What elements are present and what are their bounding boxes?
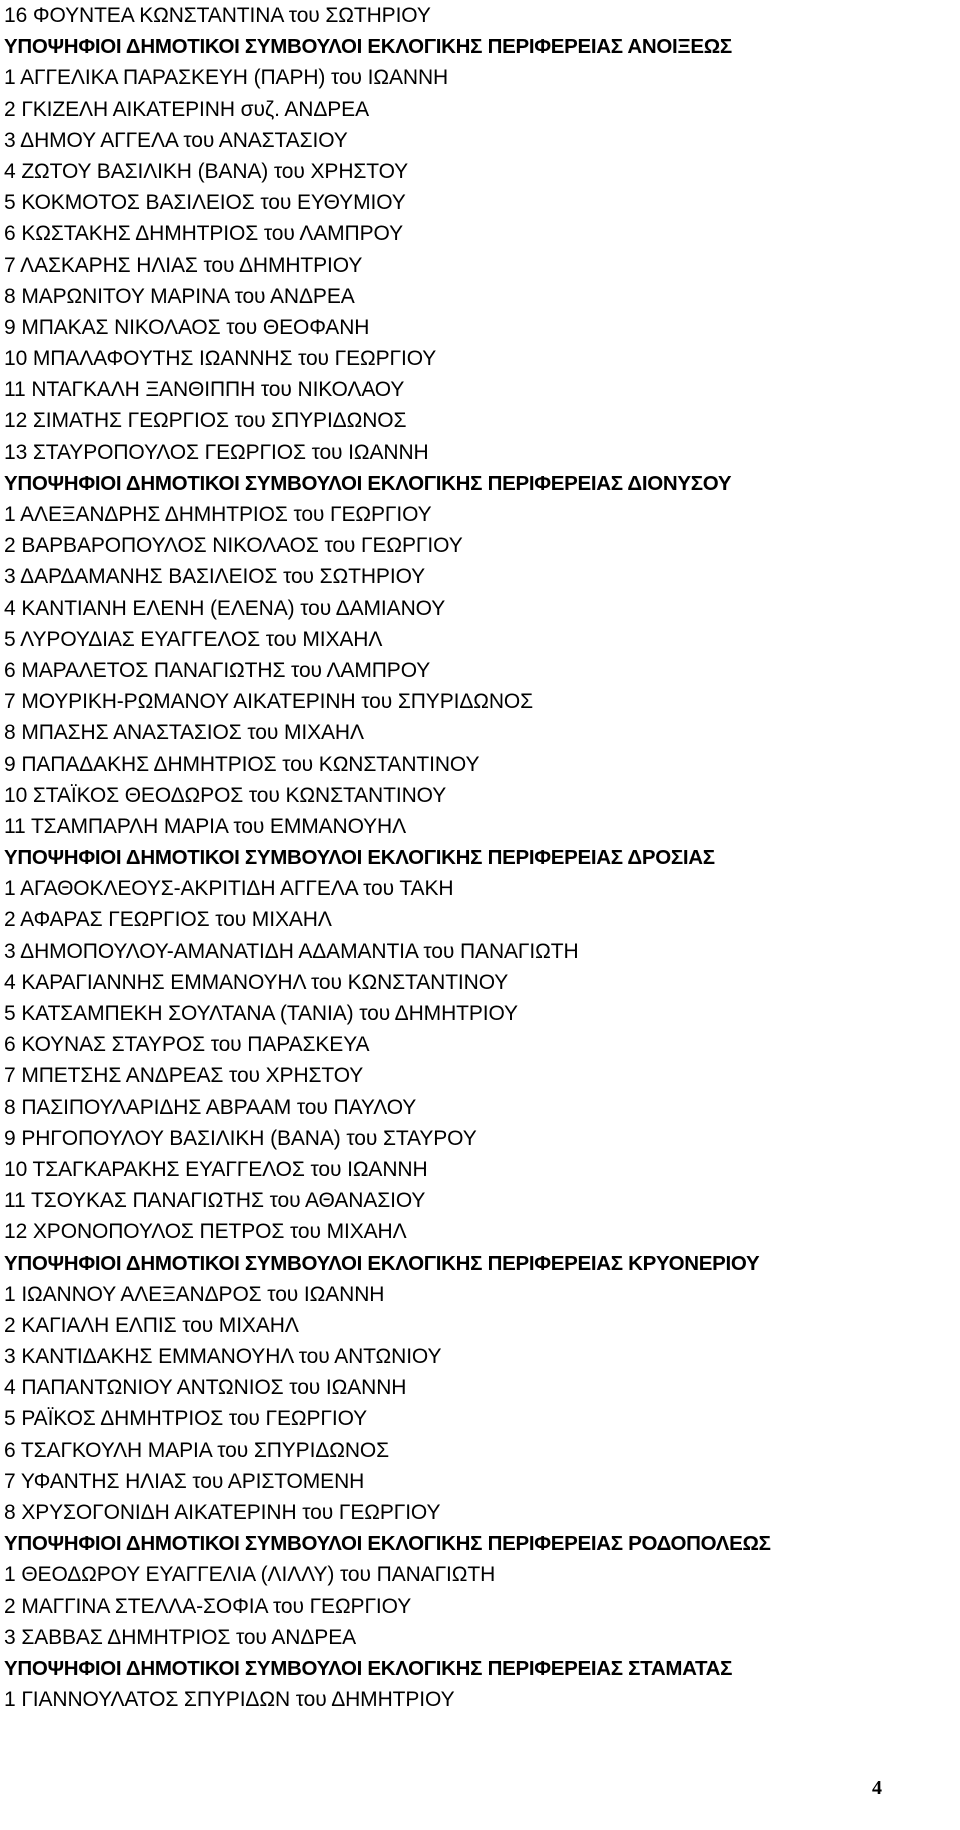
candidate-entry: 7 ΛΑΣΚΑΡΗΣ ΗΛΙΑΣ του ΔΗΜΗΤΡΙΟΥ — [4, 253, 363, 277]
candidate-entry: 2 ΒΑΡΒΑΡΟΠΟΥΛΟΣ ΝΙΚΟΛΑΟΣ του ΓΕΩΡΓΙΟΥ — [4, 534, 463, 558]
candidate-entry: 9 ΡΗΓΟΠΟΥΛΟΥ ΒΑΣΙΛΙΚΗ (ΒΑΝΑ) του ΣΤΑΥΡΟΥ — [4, 1126, 477, 1150]
candidate-entry: 7 ΥΦΑΝΤΗΣ ΗΛΙΑΣ του ΑΡΙΣΤΟΜΕΝΗ — [4, 1469, 365, 1493]
candidate-entry: 7 ΜΟΥΡΙΚΗ-ΡΩΜΑΝΟΥ ΑΙΚΑΤΕΡΙΝΗ του ΣΠΥΡΙΔΩΝΟΣ — [4, 690, 534, 714]
section-heading: ΥΠΟΨΗΦΙΟΙ ΔΗΜΟΤΙΚΟΙ ΣΥΜΒΟΥΛΟΙ ΕΚΛΟΓΙΚΗΣ ΠΕΡΙΦΕΡΕΙΑΣ ΚΡΥΟΝΕΡΙΟΥ — [4, 1251, 760, 1275]
candidate-entry: 12 ΧΡΟΝΟΠΟΥΛΟΣ ΠΕΤΡΟΣ του ΜΙΧΑΗΛ — [4, 1220, 407, 1244]
candidate-entry: 8 ΠΑΣΙΠΟΥΛΑΡΙΔΗΣ ΑΒΡΑΑΜ του ΠΑΥΛΟΥ — [4, 1095, 417, 1119]
candidate-entry: 6 ΚΩΣΤΑΚΗΣ ΔΗΜΗΤΡΙΟΣ του ΛΑΜΠΡΟΥ — [4, 222, 403, 246]
candidate-entry: 4 ΖΩΤΟΥ ΒΑΣΙΛΙΚΗ (ΒΑΝΑ) του ΧΡΗΣΤΟΥ — [4, 159, 409, 183]
candidate-entry: 10 ΜΠΑΛΑΦΟΥΤΗΣ ΙΩΑΝΝΗΣ του ΓΕΩΡΓΙΟΥ — [4, 347, 437, 371]
candidate-entry: 10 ΣΤΑΪΚΟΣ ΘΕΟΔΩΡΟΣ του ΚΩΝΣΤΑΝΤΙΝΟΥ — [4, 783, 447, 807]
candidate-entry: 8 ΜΑΡΩΝΙΤΟΥ ΜΑΡΙΝΑ του ΑΝΔΡΕΑ — [4, 284, 355, 308]
candidate-entry: 5 ΡΑΪΚΟΣ ΔΗΜΗΤΡΙΟΣ του ΓΕΩΡΓΙΟΥ — [4, 1407, 368, 1431]
candidate-entry: 3 ΔΗΜΟΥ ΑΓΓΕΛΑ του ΑΝΑΣΤΑΣΙΟΥ — [4, 128, 348, 152]
candidate-entry: 6 ΜΑΡΑΛΕΤΟΣ ΠΑΝΑΓΙΩΤΗΣ του ΛΑΜΠΡΟΥ — [4, 658, 431, 682]
candidate-entry: 1 ΑΛΕΞΑΝΔΡΗΣ ΔΗΜΗΤΡΙΟΣ του ΓΕΩΡΓΙΟΥ — [4, 503, 432, 526]
candidate-entry: 11 ΝΤΑΓΚΑΛΗ ΞΑΝΘΙΠΠΗ του ΝΙΚΟΛΑΟΥ — [4, 378, 405, 402]
candidate-entry: 1 ΓΙΑΝΝΟΥΛΑΤΟΣ ΣΠΥΡΙΔΩΝ του ΔΗΜΗΤΡΙΟΥ — [4, 1688, 455, 1712]
candidate-entry: 2 ΚΑΓΙΑΛΗ ΕΛΠΙΣ του ΜΙΧΑΗΛ — [4, 1313, 299, 1337]
candidate-entry: 2 ΓΚΙΖΕΛΗ ΑΙΚΑΤΕΡΙΝΗ συζ. ΑΝΔΡΕΑ — [4, 97, 369, 121]
candidate-entry: 2 ΑΦΑΡΑΣ ΓΕΩΡΓΙΟΣ του ΜΙΧΑΗΛ — [4, 908, 332, 932]
candidate-entry: 3 ΚΑΝΤΙΔΑΚΗΣ ΕΜΜΑΝΟΥΗΛ του ΑΝΤΩΝΙΟΥ — [4, 1345, 442, 1369]
candidate-entry: 1 ΙΩΑΝΝΟΥ ΑΛΕΞΑΝΔΡΟΣ του ΙΩΑΝΝΗ — [4, 1282, 385, 1306]
candidate-entry: 5 ΚΟΚΜΟΤΟΣ ΒΑΣΙΛΕΙΟΣ του ΕΥΘΥΜΙΟΥ — [4, 191, 406, 215]
candidate-entry: 16 ΦΟΥΝΤΕΑ ΚΩΝΣΤΑΝΤΙΝΑ του ΣΩΤΗΡΙΟΥ — [4, 4, 431, 27]
page-number: 4 — [872, 1777, 882, 1799]
candidate-entry: 11 ΤΣΟΥΚΑΣ ΠΑΝΑΓΙΩΤΗΣ του ΑΘΑΝΑΣΙΟΥ — [4, 1189, 426, 1213]
candidate-entry: 1 ΘΕΟΔΩΡΟΥ ΕΥΑΓΓΕΛΙΑ (ΛΙΛΛΥ) του ΠΑΝΑΓΙΩΤΗ — [4, 1563, 496, 1587]
candidate-entry: 6 ΚΟΥΝΑΣ ΣΤΑΥΡΟΣ του ΠΑΡΑΣΚΕΥΑ — [4, 1033, 370, 1057]
candidate-entry: 8 ΜΠΑΣΗΣ ΑΝΑΣΤΑΣΙΟΣ του ΜΙΧΑΗΛ — [4, 721, 364, 745]
section-heading: ΥΠΟΨΗΦΙΟΙ ΔΗΜΟΤΙΚΟΙ ΣΥΜΒΟΥΛΟΙ ΕΚΛΟΓΙΚΗΣ ΠΕΡΙΦΕΡΕΙΑΣ ΔΙΟΝΥΣΟΥ — [4, 471, 732, 495]
candidate-entry: 5 ΚΑΤΣΑΜΠΕΚΗ ΣΟΥΛΤΑΝΑ (ΤΑΝΙΑ) του ΔΗΜΗΤΡΙΟΥ — [4, 1002, 518, 1025]
section-heading: ΥΠΟΨΗΦΙΟΙ ΔΗΜΟΤΙΚΟΙ ΣΥΜΒΟΥΛΟΙ ΕΚΛΟΓΙΚΗΣ ΠΕΡΙΦΕΡΕΙΑΣ ΡΟΔΟΠΟΛΕΩΣ — [4, 1532, 771, 1556]
candidate-entry: 3 ΣΑΒΒΑΣ ΔΗΜΗΤΡΙΟΣ του ΑΝΔΡΕΑ — [4, 1625, 357, 1649]
candidate-entry: 9 ΠΑΠΑΔΑΚΗΣ ΔΗΜΗΤΡΙΟΣ του ΚΩΝΣΤΑΝΤΙΝΟΥ — [4, 752, 480, 776]
candidate-entry: 4 ΚΑΡΑΓΙΑΝΝΗΣ ΕΜΜΑΝΟΥΗΛ του ΚΩΝΣΤΑΝΤΙΝΟΥ — [4, 970, 509, 994]
candidate-entry: 8 ΧΡΥΣΟΓΟΝΙΔΗ ΑΙΚΑΤΕΡΙΝΗ του ΓΕΩΡΓΙΟΥ — [4, 1501, 441, 1524]
candidate-entry: 6 ΤΣΑΓΚΟΥΛΗ ΜΑΡΙΑ του ΣΠΥΡΙΔΩΝΟΣ — [4, 1438, 390, 1462]
candidate-entry: 12 ΣΙΜΑΤΗΣ ΓΕΩΡΓΙΟΣ του ΣΠΥΡΙΔΩΝΟΣ — [4, 409, 407, 433]
candidate-entry: 13 ΣΤΑΥΡΟΠΟΥΛΟΣ ΓΕΩΡΓΙΟΣ του ΙΩΑΝΝΗ — [4, 440, 429, 464]
candidate-entry: 3 ΔΗΜΟΠΟΥΛΟΥ-ΑΜΑΝΑΤΙΔΗ ΑΔΑΜΑΝΤΙΑ του ΠΑΝΑΓΙΩΤΗ — [4, 939, 579, 963]
candidate-entry: 4 ΠΑΠΑΝΤΩΝΙΟΥ ΑΝΤΩΝΙΟΣ του ΙΩΑΝΝΗ — [4, 1376, 407, 1400]
document-body — [4, 0, 956, 1715]
candidate-entry: 5 ΛΥΡΟΥΔΙΑΣ ΕΥΑΓΓΕΛΟΣ του ΜΙΧΑΗΛ — [4, 627, 383, 651]
candidate-entry: 1 ΑΓΓΕΛΙΚΑ ΠΑΡΑΣΚΕΥΗ (ΠΑΡΗ) του ΙΩΑΝΝΗ — [4, 66, 449, 90]
candidate-entry: 11 ΤΣΑΜΠΑΡΛΗ ΜΑΡΙΑ του ΕΜΜΑΝΟΥΗΛ — [4, 814, 407, 838]
candidate-entry: 2 ΜΑΓΓΙΝΑ ΣΤΕΛΛΑ-ΣΟΦΙΑ του ΓΕΩΡΓΙΟΥ — [4, 1594, 412, 1618]
section-heading: ΥΠΟΨΗΦΙΟΙ ΔΗΜΟΤΙΚΟΙ ΣΥΜΒΟΥΛΟΙ ΕΚΛΟΓΙΚΗΣ ΠΕΡΙΦΕΡΕΙΑΣ ΣΤΑΜΑΤΑΣ — [4, 1656, 733, 1680]
candidate-entry: 4 ΚΑΝΤΙΑΝΗ ΕΛΕΝΗ (ΕΛΕΝΑ) του ΔΑΜΙΑΝΟΥ — [4, 596, 446, 620]
candidate-entry: 10 ΤΣΑΓΚΑΡΑΚΗΣ ΕΥΑΓΓΕΛΟΣ του ΙΩΑΝΝΗ — [4, 1157, 428, 1181]
candidate-entry: 9 ΜΠΑΚΑΣ ΝΙΚΟΛΑΟΣ του ΘΕΟΦΑΝΗ — [4, 315, 370, 339]
section-heading: ΥΠΟΨΗΦΙΟΙ ΔΗΜΟΤΙΚΟΙ ΣΥΜΒΟΥΛΟΙ ΕΚΛΟΓΙΚΗΣ ΠΕΡΙΦΕΡΕΙΑΣ ΑΝΟΙΞΕΩΣ — [4, 35, 732, 59]
candidate-entry: 3 ΔΑΡΔΑΜΑΝΗΣ ΒΑΣΙΛΕΙΟΣ του ΣΩΤΗΡΙΟΥ — [4, 565, 426, 589]
candidate-entry: 7 ΜΠΕΤΣΗΣ ΑΝΔΡΕΑΣ του ΧΡΗΣΤΟΥ — [4, 1064, 364, 1088]
section-heading: ΥΠΟΨΗΦΙΟΙ ΔΗΜΟΤΙΚΟΙ ΣΥΜΒΟΥΛΟΙ ΕΚΛΟΓΙΚΗΣ ΠΕΡΙΦΕΡΕΙΑΣ ΔΡΟΣΙΑΣ — [4, 846, 715, 870]
candidate-entry: 1 ΑΓΑΘΟΚΛΕΟΥΣ-ΑΚΡΙΤΙΔΗ ΑΓΓΕΛΑ του ΤΑΚΗ — [4, 877, 454, 901]
